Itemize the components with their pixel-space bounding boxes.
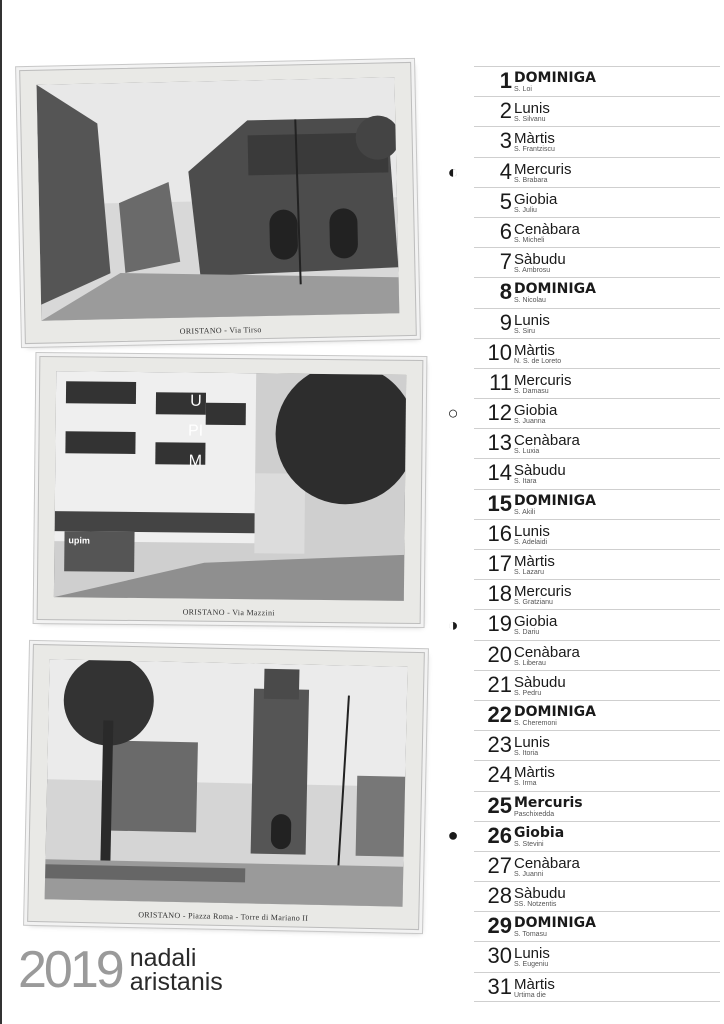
weekday-name: Mercuris bbox=[514, 160, 572, 178]
weekday-name: Màrtis bbox=[514, 553, 555, 570]
weekday-name: Lunis bbox=[514, 311, 550, 329]
day-row bbox=[474, 760, 720, 790]
weekday-name: Giobia bbox=[514, 824, 565, 841]
day-number: 31 bbox=[487, 973, 512, 999]
day-row bbox=[474, 670, 720, 700]
day-number: 12 bbox=[487, 400, 512, 426]
weekday-name: Cenàbara bbox=[514, 854, 580, 872]
day-number: 20 bbox=[487, 641, 512, 667]
title-line-1: nadali bbox=[129, 944, 197, 972]
saint-name: S. Cheremoni bbox=[514, 719, 557, 727]
day-number: 19 bbox=[487, 611, 512, 637]
saint-name: S. Brabara bbox=[514, 176, 548, 184]
day-row bbox=[474, 338, 720, 368]
weekday-name: Giobia bbox=[514, 190, 558, 208]
saint-name: S. Frantziscu bbox=[514, 146, 555, 154]
day-row bbox=[474, 941, 720, 971]
weekday-name: Mercuris bbox=[514, 794, 583, 811]
weekday-name: DOMINIGA bbox=[514, 281, 596, 298]
day-row bbox=[474, 126, 720, 156]
day-row bbox=[474, 458, 720, 488]
saint-name: S. Damasu bbox=[514, 387, 549, 395]
saint-name: S. Stevini bbox=[514, 840, 544, 848]
saint-name: S. Gratzianu bbox=[514, 599, 553, 607]
day-number: 6 bbox=[499, 218, 512, 244]
saint-name: S. Adelaidi bbox=[514, 538, 548, 546]
full-moon-icon: ○ bbox=[447, 403, 459, 423]
saint-name: S. Ambrosu bbox=[514, 267, 551, 275]
saint-name: S. Pedru bbox=[514, 689, 542, 697]
day-row bbox=[474, 609, 720, 639]
weekday-name: Sàbudu bbox=[514, 673, 566, 691]
photo-via-mazzini bbox=[37, 356, 424, 624]
saint-name: S. Juliu bbox=[514, 206, 537, 214]
photo-via-tirso bbox=[19, 62, 417, 344]
day-row bbox=[474, 851, 720, 881]
weekday-name: Lunis bbox=[514, 734, 550, 752]
day-row bbox=[474, 489, 720, 519]
weekday-name: Sàbudu bbox=[514, 885, 566, 903]
day-row bbox=[474, 579, 720, 609]
day-number: 23 bbox=[487, 732, 512, 758]
day-list bbox=[474, 66, 720, 1002]
saint-name: S. Nicolau bbox=[514, 297, 546, 305]
calendar-title bbox=[18, 941, 223, 999]
day-number: 17 bbox=[487, 551, 512, 576]
day-row bbox=[474, 911, 720, 941]
saint-name: S. Akili bbox=[514, 508, 536, 516]
day-number: 9 bbox=[499, 309, 512, 335]
saint-name: S. Siru bbox=[514, 327, 536, 335]
weekday-name: Giobia bbox=[514, 613, 558, 631]
saint-name: S. Lazaru bbox=[514, 569, 544, 576]
photo-image bbox=[54, 371, 406, 601]
day-number: 29 bbox=[487, 913, 512, 939]
day-number: 25 bbox=[487, 792, 512, 818]
day-number: 24 bbox=[487, 762, 512, 788]
photo-caption: ORISTANO - Via Mazzini bbox=[182, 607, 275, 618]
day-number: 3 bbox=[499, 128, 512, 154]
weekday-name: Cenàbara bbox=[514, 643, 580, 661]
day-row bbox=[474, 700, 720, 730]
day-row bbox=[474, 791, 720, 821]
day-row bbox=[474, 277, 720, 307]
day-row bbox=[474, 972, 720, 1002]
day-number: 7 bbox=[499, 249, 512, 275]
weekday-name: Cenàbara bbox=[514, 432, 580, 450]
weekday-name: Lunis bbox=[514, 100, 550, 118]
day-row bbox=[474, 247, 720, 277]
saint-name: Paschixedda bbox=[514, 810, 555, 818]
saint-name: S. Itoria bbox=[514, 750, 539, 758]
day-row bbox=[474, 66, 720, 96]
day-number: 14 bbox=[487, 460, 512, 486]
upim-sign: UPIM bbox=[187, 392, 204, 470]
day-number: 26 bbox=[487, 822, 512, 848]
saint-name: S. Itara bbox=[514, 478, 537, 486]
page-edge-line bbox=[0, 0, 2, 1024]
day-number: 2 bbox=[499, 98, 512, 124]
photo-image bbox=[36, 77, 399, 320]
title-line-2: aristanis bbox=[129, 968, 223, 996]
day-number: 28 bbox=[487, 883, 512, 909]
weekday-name: Màrtis bbox=[514, 130, 555, 148]
calendar-title-text bbox=[130, 946, 223, 996]
day-number: 27 bbox=[487, 852, 512, 878]
weekday-name: Mercuris bbox=[514, 583, 572, 601]
saint-name: S. Silvanu bbox=[514, 116, 546, 124]
weekday-name: DOMINIGA bbox=[514, 703, 596, 720]
weekday-name: Sàbudu bbox=[514, 462, 566, 480]
day-row bbox=[474, 881, 720, 911]
day-number: 13 bbox=[487, 430, 512, 456]
weekday-name: DOMINIGA bbox=[514, 492, 596, 509]
new-moon-icon: ● bbox=[447, 825, 459, 845]
saint-name: S. Tomasu bbox=[514, 931, 547, 939]
weekday-name: Màrtis bbox=[514, 341, 555, 359]
saint-name: N. S. de Loreto bbox=[514, 357, 562, 365]
day-row bbox=[474, 308, 720, 338]
saint-name: S. Irma bbox=[514, 780, 537, 788]
day-number: 8 bbox=[499, 279, 512, 305]
saint-name: S. Liberau bbox=[514, 659, 546, 667]
weekday-name: Mercuris bbox=[514, 371, 572, 389]
day-row bbox=[474, 157, 720, 187]
day-number: 21 bbox=[487, 671, 512, 697]
day-number: 4 bbox=[499, 158, 512, 184]
day-number: 15 bbox=[487, 490, 512, 516]
upim-shop-sign: upim bbox=[68, 535, 91, 546]
day-row bbox=[474, 730, 720, 760]
day-row bbox=[474, 368, 720, 398]
weekday-name: DOMINIGA bbox=[514, 70, 596, 86]
photo-caption: ORISTANO - Piazza Roma - Torre di Mariano II bbox=[138, 910, 309, 923]
weekday-name: Màrtis bbox=[514, 975, 555, 993]
day-row bbox=[474, 217, 720, 247]
day-row bbox=[474, 640, 720, 670]
weekday-name: Lunis bbox=[514, 945, 550, 963]
day-row bbox=[474, 821, 720, 851]
day-number: 22 bbox=[487, 701, 512, 727]
first-quarter-moon-icon: ◐ bbox=[447, 162, 459, 182]
day-number: 18 bbox=[487, 581, 512, 607]
photo-image bbox=[45, 659, 408, 906]
saint-name: S. Luxia bbox=[514, 448, 540, 456]
weekday-name: Màrtis bbox=[514, 764, 555, 782]
saint-name: S. Dariu bbox=[514, 629, 540, 637]
photo-piazza-roma bbox=[27, 644, 425, 930]
day-number: 30 bbox=[487, 943, 512, 969]
last-quarter-moon-icon: ◑ bbox=[447, 615, 459, 635]
calendar-year: 2019 bbox=[18, 941, 122, 999]
weekday-name: Giobia bbox=[514, 402, 558, 420]
day-row bbox=[474, 96, 720, 126]
day-row bbox=[474, 398, 720, 428]
day-row bbox=[474, 428, 720, 458]
photo-caption: ORISTANO - Via Tirso bbox=[179, 325, 262, 336]
saint-name: S. Juanna bbox=[514, 418, 546, 426]
saint-name: S. Juanni bbox=[514, 870, 544, 878]
day-row bbox=[474, 519, 720, 549]
weekday-name: DOMINIGA bbox=[514, 915, 596, 932]
saint-name: SS. Notzentis bbox=[514, 901, 557, 909]
day-number: 10 bbox=[487, 339, 512, 365]
saint-name: S. Micheli bbox=[514, 236, 545, 244]
weekday-name: Lunis bbox=[514, 522, 550, 540]
weekday-name: Cenàbara bbox=[514, 220, 580, 238]
saint-name: S. Loi bbox=[514, 86, 532, 93]
weekday-name: Sàbudu bbox=[514, 251, 566, 269]
saint-name: S. Eugeniu bbox=[514, 961, 549, 969]
day-number: 1 bbox=[499, 68, 512, 93]
day-number: 5 bbox=[499, 188, 512, 214]
saint-name: Urtima die bbox=[514, 991, 546, 999]
day-row bbox=[474, 187, 720, 217]
day-row bbox=[474, 549, 720, 579]
day-number: 16 bbox=[487, 520, 512, 546]
day-number: 11 bbox=[489, 369, 512, 395]
